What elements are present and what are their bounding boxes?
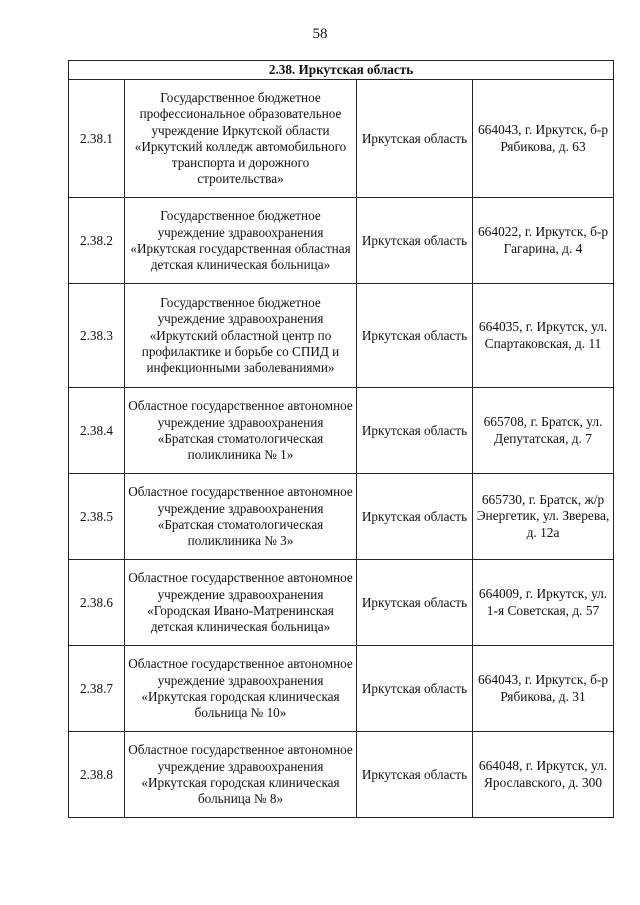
institutions-table: [68, 60, 614, 818]
page-number: 58: [312, 26, 328, 42]
institution-name: Государственное бюджетное учреждение здравоохранения «Иркутская государственная областная детская клиническая больница»: [125, 198, 357, 284]
section-title: 2.38. Иркутская область: [69, 61, 614, 80]
table-row: [69, 474, 614, 560]
table-row: [69, 388, 614, 474]
institution-name: Областное государственное автономное учреждение здравоохранения «Иркутская городская клиническая больница № 8»: [125, 732, 357, 818]
table-row: [69, 732, 614, 818]
institution-name: Государственное бюджетное профессиональное образовательное учреждение Иркутской области «Иркутский колледж автомобильного транспорта и дорожного строительства»: [125, 80, 357, 198]
institution-name: Государственное бюджетное учреждение здравоохранения «Иркутский областной центр по профилактике и борьбе со СПИД и инфекционными заболеваниями»: [125, 284, 357, 388]
region: Иркутская область: [357, 646, 473, 732]
region: Иркутская область: [357, 388, 473, 474]
address: 664022, г. Иркутск, б-р Гагарина, д. 4: [473, 198, 614, 284]
region: Иркутская область: [357, 474, 473, 560]
row-number: 2.38.1: [69, 80, 125, 198]
region: Иркутская область: [357, 198, 473, 284]
row-number: 2.38.2: [69, 198, 125, 284]
region: Иркутская область: [357, 732, 473, 818]
region: Иркутская область: [357, 284, 473, 388]
institution-name: Областное государственное автономное учреждение здравоохранения «Братская стоматологическая поликлиника № 1»: [125, 388, 357, 474]
row-number: 2.38.4: [69, 388, 125, 474]
address: 664009, г. Иркутск, ул. 1-я Советская, д. 57: [473, 560, 614, 646]
row-number: 2.38.8: [69, 732, 125, 818]
address: 664043, г. Иркутск, б-р Рябикова, д. 63: [473, 80, 614, 198]
row-number: 2.38.6: [69, 560, 125, 646]
address: 665730, г. Братск, ж/р Энергетик, ул. Зверева, д. 12а: [473, 474, 614, 560]
table-row: [69, 198, 614, 284]
address: 664035, г. Иркутск, ул. Спартаковская, д. 11: [473, 284, 614, 388]
institution-name: Областное государственное автономное учреждение здравоохранения «Братская стоматологическая поликлиника № 3»: [125, 474, 357, 560]
institution-name: Областное государственное автономное учреждение здравоохранения «Иркутская городская клиническая больница № 10»: [125, 646, 357, 732]
table-row: [69, 80, 614, 198]
row-number: 2.38.3: [69, 284, 125, 388]
row-number: 2.38.5: [69, 474, 125, 560]
address: 664043, г. Иркутск, б-р Рябикова, д. 31: [473, 646, 614, 732]
region: Иркутская область: [357, 560, 473, 646]
region: Иркутская область: [357, 80, 473, 198]
row-number: 2.38.7: [69, 646, 125, 732]
address: 664048, г. Иркутск, ул. Ярославского, д. 300: [473, 732, 614, 818]
address: 665708, г. Братск, ул. Депутатская, д. 7: [473, 388, 614, 474]
institution-name: Областное государственное автономное учреждение здравоохранения «Городская Ивано-Матренинская детская клиническая больница»: [125, 560, 357, 646]
table-row: [69, 646, 614, 732]
table-row: [69, 284, 614, 388]
table-row: [69, 560, 614, 646]
